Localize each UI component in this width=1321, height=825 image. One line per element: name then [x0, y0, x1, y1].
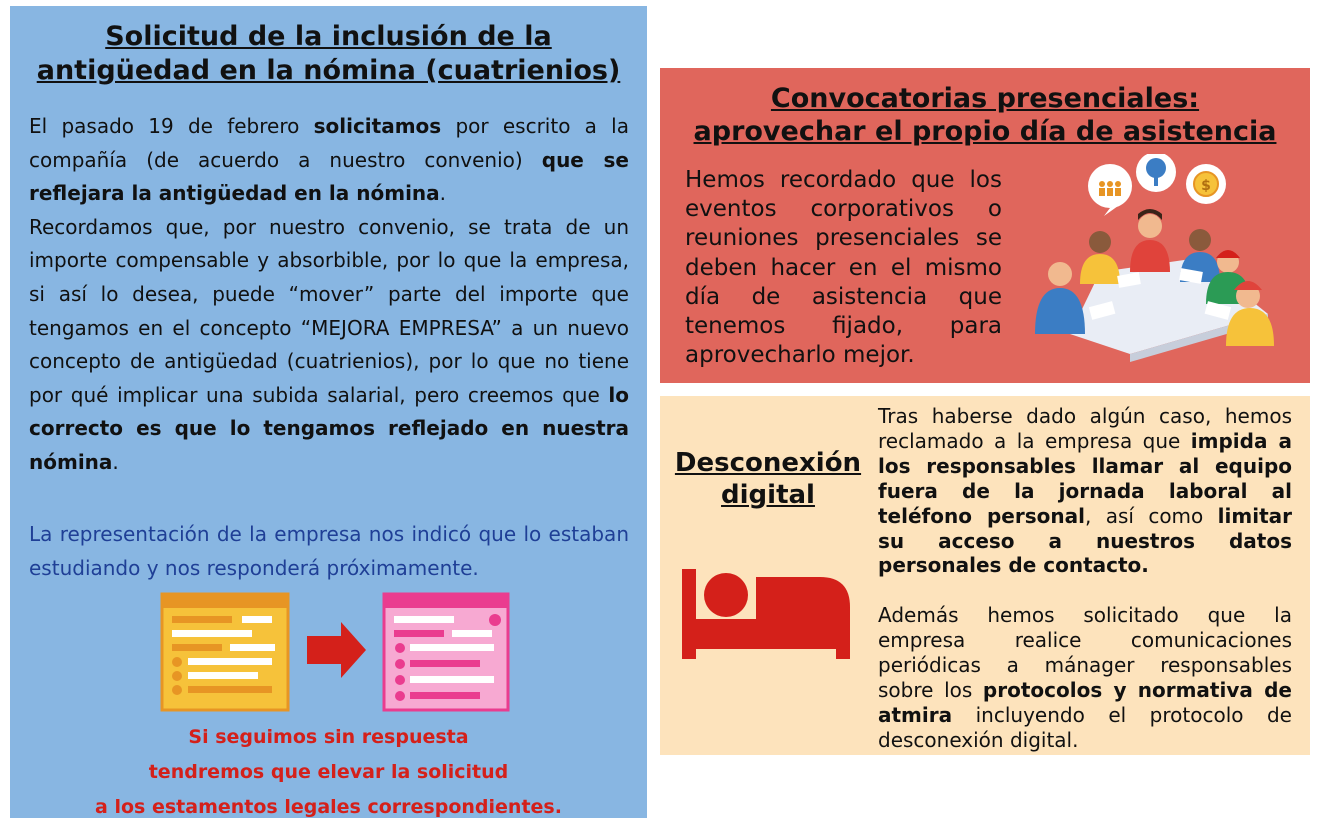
- desconexion-panel: [660, 396, 1310, 755]
- orange-form-icon: [162, 594, 288, 710]
- escalation-line2: tendremos que elevar la solicitud: [148, 761, 509, 783]
- text-run: incluyendo el protocolo de desconexión digital.: [878, 702, 1292, 752]
- text-run: Recordamos que, por nuestro convenio, se trata de un importe compensable y absorbible, por lo que la empresa, si así lo desea, puede “mover” parte del importe que tengamos en el concepto “MEJORA EMPRESA” a un nuevo concepto de antigüedad (cuatrienios), por lo que no tiene por qué implicar una subida salarial, pero creemos que: [29, 214, 629, 407]
- antiguedad-title-line1: Solicitud de la inclusión de la: [105, 21, 552, 52]
- antiguedad-body: [29, 110, 629, 480]
- person-center: [1130, 209, 1170, 272]
- desconexion-heading: [668, 447, 868, 511]
- desconexion-heading-line1: Desconexión: [674, 448, 862, 478]
- paragraph-gap: [878, 578, 1292, 603]
- escalation-line3: a los estamentos legales correspondientes.: [95, 796, 562, 818]
- person-left-bottom: [1035, 262, 1085, 334]
- desconexion-paragraph-2: [878, 603, 1292, 752]
- bold-run: protocolos y normativa de atmira: [878, 678, 1292, 727]
- text-run: , así como: [1084, 503, 1218, 528]
- desconexion-paragraph-1: [878, 404, 1292, 578]
- convocatorias-title: [660, 82, 1310, 148]
- convocatorias-panel: [660, 68, 1310, 383]
- people-bubble-icon: [1088, 164, 1132, 216]
- escalation-warning: [10, 720, 647, 825]
- text-run: por escrito a la compañía (de acuerdo a nuestro convenio): [29, 114, 629, 172]
- bold-run: limitar su acceso a nuestros datos personales de contacto.: [878, 503, 1292, 578]
- desconexion-heading-line2: digital: [721, 480, 815, 510]
- bold-run: solicitamos: [313, 114, 442, 138]
- antiguedad-paragraph-1: [29, 110, 629, 211]
- text-run: Además hemos solicitado que la empresa realice comunicaciones periódicas a mánager responsables sobre los: [878, 603, 1292, 703]
- text-run: .: [112, 449, 119, 474]
- svg-text:$: $: [1201, 178, 1211, 194]
- meeting-illustration-icon: [1030, 154, 1280, 364]
- pink-form-icon: [384, 594, 508, 710]
- coin-bubble-icon: [1186, 164, 1226, 204]
- text-run: El pasado 19 de febrero: [29, 114, 314, 138]
- convocatorias-text: Hemos recordado que los eventos corporativos o reuniones presenciales se deben hacer en el mismo día de asistencia que tenemos fijado, para aprovecharlo mejor.: [685, 167, 1002, 369]
- antiguedad-title-line2: antigüedad en la nómina (cuatrienios): [36, 55, 621, 86]
- antiguedad-paragraph-2: [29, 211, 629, 480]
- convocatorias-title-line1: Convocatorias presenciales:: [770, 83, 1200, 114]
- bold-run: lo correcto es que lo tengamos reflejado en nuestra nómina: [29, 382, 629, 474]
- arrow-right-icon: [307, 622, 366, 678]
- tree-bubble-icon: [1136, 154, 1176, 192]
- bold-run: que se reflejara la antigüedad en la nómina: [29, 147, 629, 206]
- desconexion-text: [878, 404, 1292, 753]
- antiguedad-title: [10, 20, 647, 88]
- text-run: Tras haberse dado algún caso, hemos reclamado a la empresa que: [878, 404, 1292, 453]
- form-transfer-icon: [160, 586, 520, 714]
- bold-run: impida a los responsables llamar al equipo fuera de la jornada laboral al teléfono personal: [878, 428, 1293, 528]
- antiguedad-panel: [10, 6, 647, 818]
- person-left-top: [1080, 231, 1120, 284]
- company-response-text: La representación de la empresa nos indicó que lo estaban estudiando y nos responderá próximamente.: [29, 522, 629, 580]
- text-run: .: [439, 181, 447, 206]
- bed-icon: [682, 569, 850, 659]
- convocatorias-title-line2: aprovechar el propio día de asistencia: [693, 116, 1277, 147]
- escalation-line1: Si seguimos sin respuesta: [188, 726, 469, 748]
